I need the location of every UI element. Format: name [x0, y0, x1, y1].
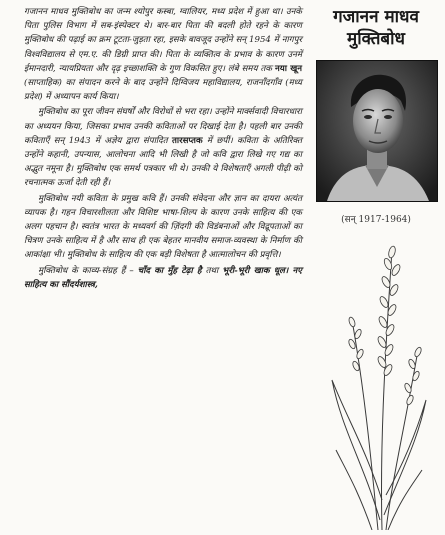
paragraph-birth	[24, 5, 302, 104]
plant-illustration-icon	[322, 230, 432, 530]
paragraph-text: (साप्ताहिक) का संपादन करने के बाद उन्होंने दिग्विजय महाविद्यालय, राजनाँदगाँव (मध्य प्रदेश) में अध्यापन कार्य किया।	[24, 78, 302, 103]
paragraph-text: मुक्तिबोध के काव्य-संग्रह हैं –	[38, 265, 138, 276]
biography-text	[24, 5, 302, 292]
paragraph-poetry: मुक्तिबोध नयी कविता के प्रमुख कवि हैं। उनकी संवेदना और ज्ञान का दायरा अत्यंत व्यापक है। गहन विचारशीलता और विशिष्ट भाषा-शिल्प के कारण उनके साहित्य की एक अलग पहचान है। स्वतंत्र भारत के मध्यवर्ग की ज़िंदगी की विडंबनाओं और विद्रूपताओं का चित्रण उनके साहित्य में है और साथ ही एक बेहतर मानवीय समाज-व्यवस्था के निर्माण की आकांक्षा भी। मुक्तिबोध के साहित्य की एक बड़ी विशेषता है आत्मालोचन की प्रवृत्ति।	[24, 193, 302, 261]
anthology-title: तारसप्तक	[171, 135, 203, 146]
book-title: भूरी-भूरी खाक धूल। नए साहित्य का सौंदर्यशास्त्र,	[24, 265, 303, 290]
paragraph-text: गजानन माधव मुक्तिबोध का जन्म श्योपुर कस्बा, ग्वालियर, मध्य प्रदेश में हुआ था। उनके पिता पुलिस विभाग में सब-इंस्पेक्टर थे। बार-बार पिता की बदली होते रहने के कारण मुक्तिबोध की पढ़ाई का क्रम टूटता-जुड़ता रहा, इसके बावजूद उन्होंने सन् 1954 में नागपुर विश्वविद्यालय से एम.ए. की डिग्री प्राप्त की। पिता के व्यक्तित्व के प्रभाव के कारण उनमें ईमानदारी, न्यायप्रियता और दृढ़ इच्छाशक्ति के गुण विकसित हुए। लंबे समय तक	[24, 7, 302, 74]
newspaper-title: नया खून	[274, 63, 302, 74]
portrait-photo-icon	[316, 60, 438, 202]
author-name-heading: गजानन माधव मुक्तिबोध	[333, 7, 419, 49]
paragraph-life	[24, 105, 302, 190]
book-title: चाँद का मुँह टेढ़ा है	[137, 265, 202, 276]
paragraph-text: में छपीं। कविता के अतिरिक्त उन्होंने कहानी, उपन्यास, आलोचना आदि भी लिखी है जो कवि द्वारा लिखे गए गद्य का अद्भुत नमूना है। मुक्तिबोध एक समर्थ पत्रकार भी थे। उनकी ये विशेषताएँ अगली पीढ़ी को रचनात्मक ऊर्जा देती रही हैं।	[24, 135, 302, 189]
paragraph-text: तथा	[201, 265, 223, 276]
paragraph-text: मुक्तिबोध का पूरा जीवन संघर्षों और विरोधों से भरा रहा। उन्होंने मार्क्सवादी विचारधारा का अध्ययन किया, जिसका प्रभाव उनकी कविताओं पर दिखाई देता है। पहली बार उनकी कविताएँ सन् 1943 में अज्ञेय द्वारा संपादित	[24, 107, 302, 146]
life-dates: (सन् 1917-1964)	[341, 215, 411, 225]
paragraph-works	[24, 264, 302, 292]
